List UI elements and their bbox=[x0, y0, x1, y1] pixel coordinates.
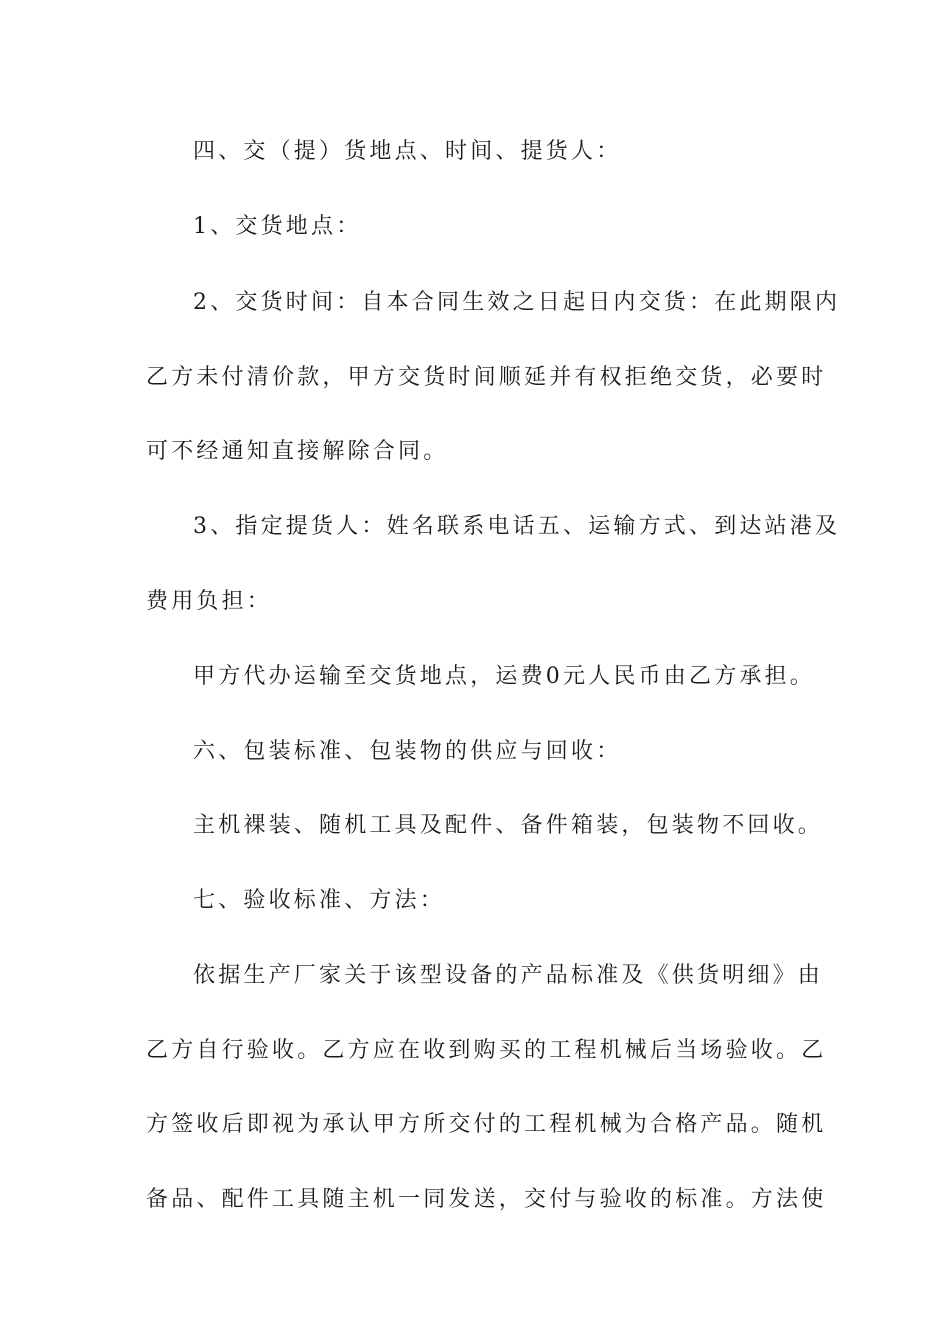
section-heading-packaging: 六、包装标准、包装物的供应与回收： bbox=[193, 739, 622, 764]
paragraph-line: 方签收后即视为承认甲方所交付的工程机械为合格产品。随机 bbox=[146, 1112, 827, 1137]
paragraph-line: 费用负担： bbox=[146, 589, 273, 614]
paragraph-line: 2、交货时间：自本合同生效之日起日内交货：在此期限内 bbox=[193, 290, 841, 315]
paragraph-line: 1、交货地点： bbox=[193, 214, 362, 239]
section-heading-delivery: 四、交（提）货地点、时间、提货人： bbox=[193, 139, 622, 164]
paragraph-line: 备品、配件工具随主机一同发送，交付与验收的标准。方法使 bbox=[146, 1187, 827, 1212]
section-heading-acceptance: 七、验收标准、方法： bbox=[193, 888, 446, 913]
paragraph-line: 主机裸装、随机工具及配件、备件箱装，包装物不回收。 bbox=[193, 813, 824, 838]
paragraph-line: 依据生产厂家关于该型设备的产品标准及《供货明细》由 bbox=[193, 963, 824, 988]
paragraph-line: 甲方代办运输至交货地点，运费0元人民币由乙方承担。 bbox=[193, 664, 815, 689]
paragraph-line: 3、指定提货人：姓名联系电话五、运输方式、到达站港及 bbox=[193, 514, 841, 539]
paragraph-line: 乙方自行验收。乙方应在收到购买的工程机械后当场验收。乙 bbox=[146, 1038, 827, 1063]
paragraph-line: 乙方未付清价款，甲方交货时间顺延并有权拒绝交货，必要时 bbox=[146, 365, 827, 390]
paragraph-line: 可不经通知直接解除合同。 bbox=[146, 439, 449, 464]
